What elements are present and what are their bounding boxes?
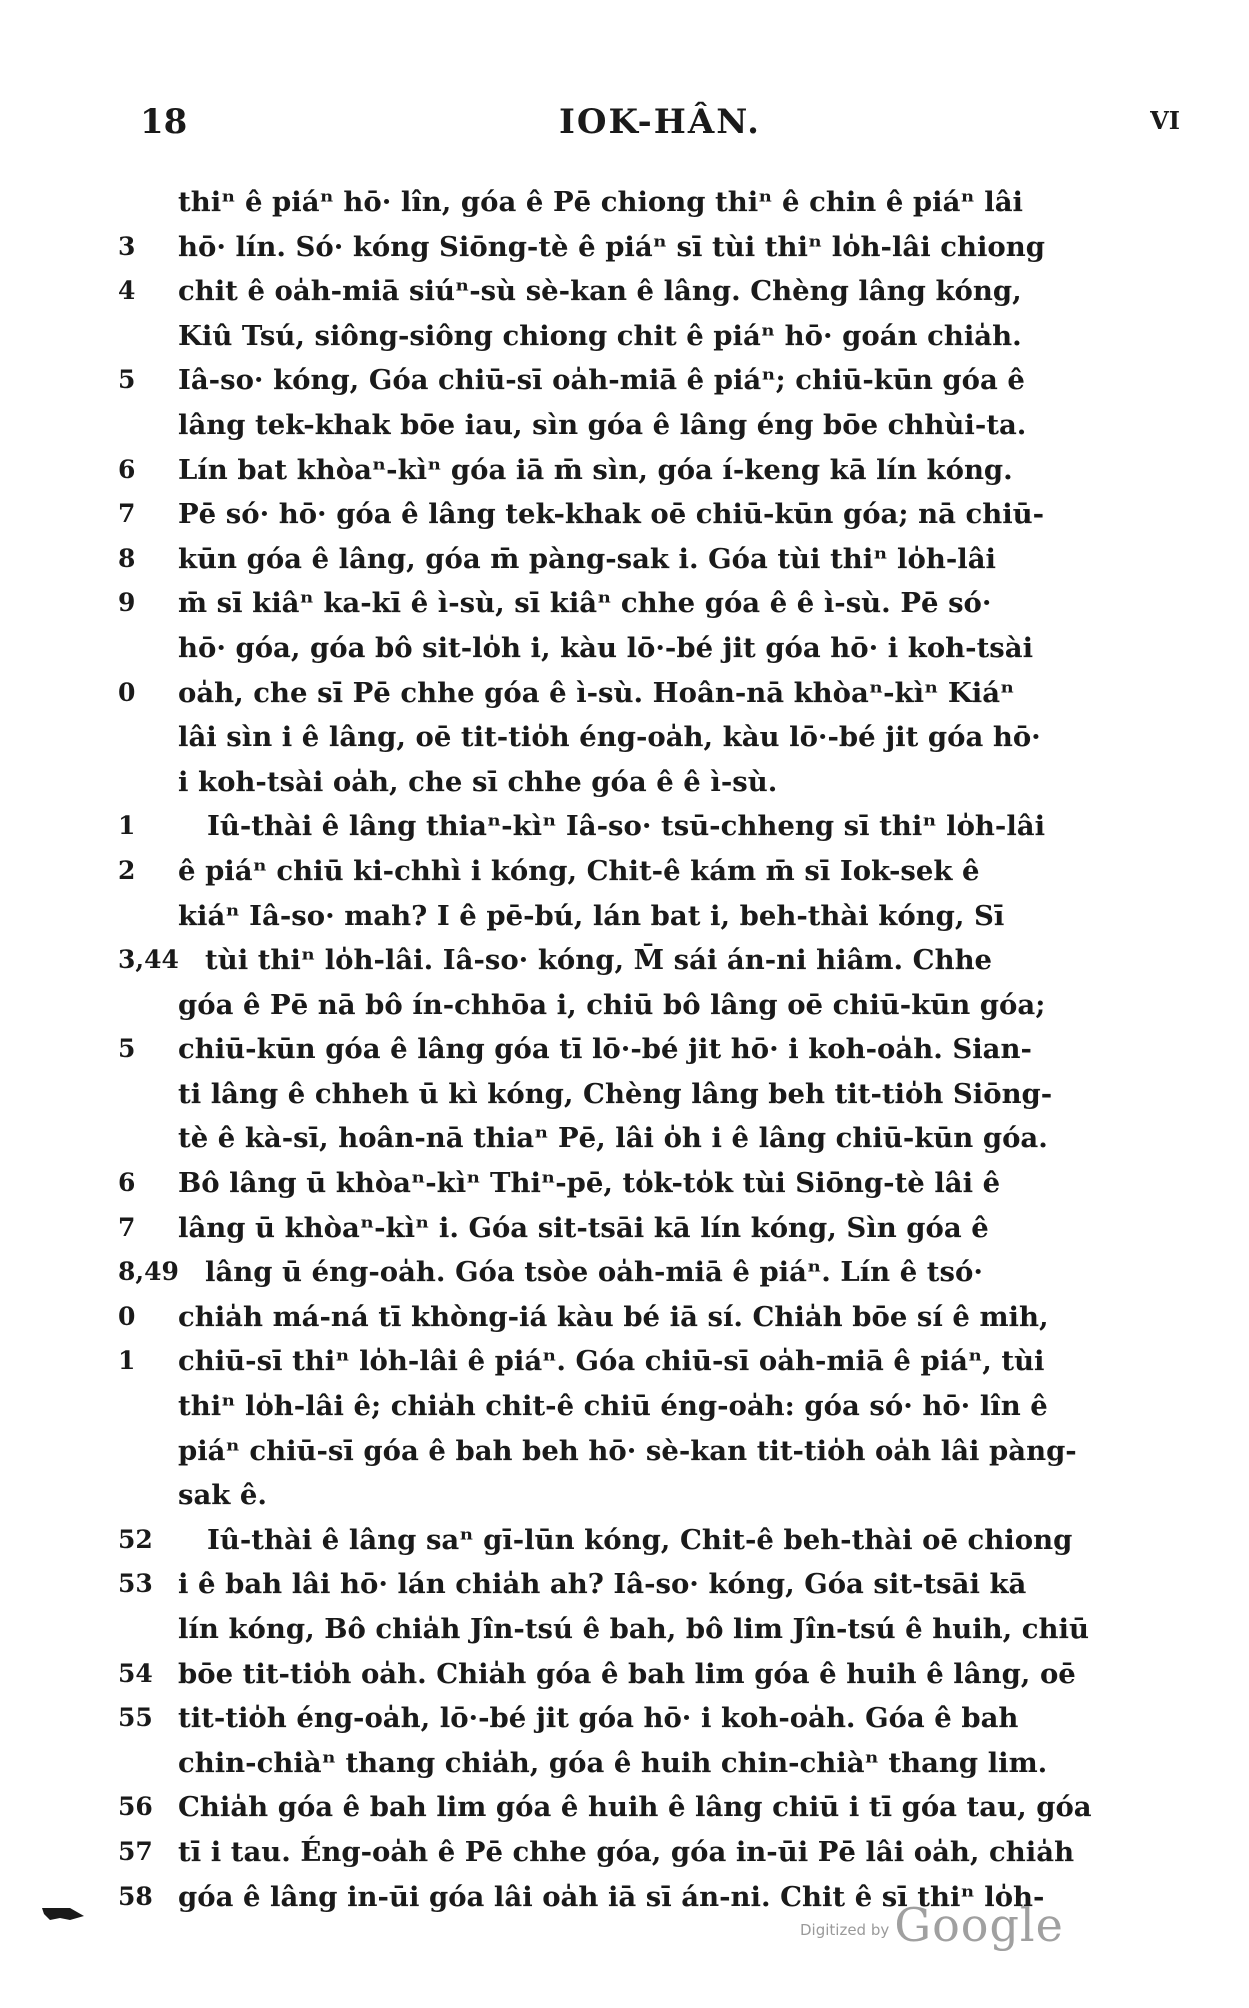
verse-number: 8	[118, 543, 136, 573]
text-line	[0, 314, 1249, 359]
line-text: thiⁿ ê piáⁿ hō· lîn, góa ê Pē chiong thiⁿ ê chin ê piáⁿ lâi	[178, 186, 1023, 218]
verse-number: 58	[118, 1881, 153, 1911]
text-line	[0, 269, 1249, 314]
text-line	[0, 894, 1249, 939]
line-text: tè ê kà-sī, hoân-nā thiaⁿ Pē, lâi o̍h i ê lâng chiū-kūn góa.	[178, 1122, 1048, 1155]
verse-number: 56	[118, 1792, 153, 1822]
text-line	[0, 760, 1249, 805]
verse-number: 7	[118, 1212, 136, 1242]
verse-number: 57	[118, 1836, 153, 1866]
verse-number: 5	[118, 365, 136, 395]
text-line	[0, 581, 1249, 626]
text-line	[0, 715, 1249, 760]
line-text: Bô lâng ū khòaⁿ-kìⁿ Thiⁿ-pē, to̍k-to̍k tùi Siōng-tè lâi ê	[178, 1167, 1001, 1200]
line-text: Kiû Tsú, siông-siông chiong chit ê piáⁿ hō· goán chia̍h.	[178, 319, 1022, 352]
text-line	[0, 1295, 1249, 1340]
line-text: ti lâng ê chheh ū kì kóng, Chèng lâng beh tit-tio̍h Siōng-	[178, 1077, 1053, 1110]
line-text: chit ê oa̍h-miā siúⁿ-sù sè-kan ê lâng. Chèng lâng kóng,	[178, 275, 1022, 308]
line-text: lâng ū éng-oa̍h. Góa tsòe oa̍h-miā ê piáⁿ. Lín ê tsó·	[205, 1256, 983, 1289]
text-line	[0, 1027, 1249, 1072]
verse-number: 53	[118, 1569, 153, 1599]
verse-number: 2	[118, 855, 136, 885]
line-text: Iû-thài ê lâng saⁿ gī-lūn kóng, Chit-ê beh-thài oē chiong	[207, 1523, 1073, 1556]
text-line	[0, 180, 1249, 225]
verse-number: 52	[118, 1524, 153, 1554]
text-line	[0, 1116, 1249, 1161]
verse-number: 0	[118, 677, 136, 707]
line-text: i koh-tsài oa̍h, che sī chhe góa ê ê ì-sù.	[178, 765, 778, 798]
line-text: chin-chiàⁿ thang chia̍h, góa ê huih chin-chiàⁿ thang lim.	[178, 1746, 1048, 1779]
line-text: chiū-kūn góa ê lâng góa tī lō·-bé jit hō· i koh-oa̍h. Sian-	[178, 1033, 1032, 1066]
text-line	[0, 448, 1249, 493]
verse-number: 55	[118, 1703, 153, 1733]
page-number: 18	[140, 102, 188, 142]
verse-number: 5	[118, 1034, 136, 1064]
line-text: Iû-thài ê lâng thiaⁿ-kìⁿ Iâ-so· tsū-chheng sī thiⁿ lo̍h-lâi	[207, 810, 1046, 843]
line-text: tī i tau. Éng-oa̍h ê Pē chhe góa, góa in-ūi Pē lâi oa̍h, chia̍h	[178, 1835, 1075, 1868]
digitized-watermark	[800, 1898, 1064, 1952]
verse-number: 1	[118, 811, 136, 841]
line-text: kūn góa ê lâng, góa m̄ pàng-sak i. Góa tùi thiⁿ lo̍h-lâi	[178, 542, 996, 575]
verse-number: 4	[118, 276, 136, 306]
text-line	[0, 1830, 1249, 1875]
line-text: thiⁿ lo̍h-lâi ê; chia̍h chit-ê chiū éng-oa̍h: góa só· hō· lîn ê	[178, 1390, 1048, 1423]
text-line	[0, 1161, 1249, 1206]
text-line	[0, 1250, 1249, 1295]
text-line	[0, 1607, 1249, 1652]
text-line	[0, 1072, 1249, 1117]
line-text: lâi sìn i ê lâng, oē tit-tio̍h éng-oa̍h, kàu lō·-bé jit góa hō·	[178, 721, 1041, 754]
text-line	[0, 492, 1249, 537]
text-line	[0, 849, 1249, 894]
text-line	[0, 626, 1249, 671]
verse-number: 54	[118, 1658, 153, 1688]
line-text: lín kóng, Bô chia̍h Jîn-tsú ê bah, bô lim Jîn-tsú ê huih, chiū	[178, 1613, 1089, 1645]
chapter-number: VI	[1150, 106, 1180, 135]
verse-number: 6	[118, 1168, 136, 1198]
text-line	[0, 1785, 1249, 1830]
line-text: chia̍h má-ná tī khòng-iá kàu bé iā sí. Chia̍h bōe sí ê mih,	[178, 1300, 1049, 1333]
verse-number: 7	[118, 499, 136, 529]
line-text: bōe tit-tio̍h oa̍h. Chia̍h góa ê bah lim góa ê huih ê lâng, oē	[178, 1657, 1076, 1690]
text-line	[0, 1696, 1249, 1741]
google-logo: Google	[894, 1898, 1064, 1952]
text-line	[0, 983, 1249, 1028]
line-text: góa ê lâng in-ūi góa lâi oa̍h iā sī án-ni. Chit ê sī thiⁿ lo̍h-	[178, 1880, 1045, 1913]
line-text: góa ê Pē nā bô ín-chhōa i, chiū bô lâng oē chiū-kūn góa;	[178, 988, 1046, 1021]
line-text: ê piáⁿ chiū ki-chhì i kóng, Chit-ê kám m̄ sī Iok-sek ê	[178, 854, 980, 887]
text-line	[0, 537, 1249, 582]
line-text: hō· lín. Só· kóng Siōng-tè ê piáⁿ sī tùi thiⁿ lo̍h-lâi chiong	[178, 230, 1045, 263]
line-text: hō· góa, góa bô sit-lo̍h i, kàu lō·-bé jit góa hō· i koh-tsài	[178, 631, 1034, 664]
line-text: lâng tek-khak bōe iau, sìn góa ê lâng éng bōe chhùi-ta.	[178, 408, 1027, 441]
text-line	[0, 1429, 1249, 1474]
verse-number: 8,49	[118, 1257, 179, 1287]
line-text: tit-tio̍h éng-oa̍h, lō·-bé jit góa hō· i koh-oa̍h. Góa ê bah	[178, 1702, 1019, 1735]
line-text: tùi thiⁿ lo̍h-lâi. Iâ-so· kóng, M̄ sái án-ni hiâm. Chhe	[205, 944, 993, 977]
pointing-hand-icon	[40, 1900, 86, 1924]
line-text: i ê bah lâi hō· lán chia̍h ah? Iâ-so· kóng, Góa sit-tsāi kā	[178, 1568, 1027, 1601]
line-text: piáⁿ chiū-sī góa ê bah beh hō· sè-kan tit-tio̍h oa̍h lâi pàng-	[178, 1434, 1077, 1467]
line-text: sak ê.	[178, 1479, 267, 1512]
verse-number: 6	[118, 454, 136, 484]
text-line	[0, 225, 1249, 270]
text-line	[0, 1518, 1249, 1563]
line-text: m̄ sī kiâⁿ ka-kī ê ì-sù, sī kiâⁿ chhe góa ê ê ì-sù. Pē só·	[178, 587, 992, 620]
line-text: Pē só· hō· góa ê lâng tek-khak oē chiū-kūn góa; nā chiū-	[178, 498, 1045, 531]
text-line	[0, 1562, 1249, 1607]
verse-number: 1	[118, 1346, 136, 1376]
text-line	[0, 1384, 1249, 1429]
text-line	[0, 938, 1249, 983]
text-body	[0, 180, 1249, 1919]
line-text: lâng ū khòaⁿ-kìⁿ i. Góa sit-tsāi kā lín kóng, Sìn góa ê	[178, 1211, 989, 1244]
text-line	[0, 804, 1249, 849]
verse-number: 3,44	[118, 945, 179, 975]
verse-number: 0	[118, 1301, 136, 1331]
line-text: Lín bat khòaⁿ-kìⁿ góa iā m̄ sìn, góa í-keng kā lín kóng.	[178, 453, 1013, 486]
line-text: Iâ-so· kóng, Góa chiū-sī oa̍h-miā ê piáⁿ; chiū-kūn góa ê	[178, 364, 1025, 397]
verse-number: 3	[118, 231, 136, 261]
running-header	[140, 102, 1180, 142]
verse-number: 9	[118, 588, 136, 618]
book-title: IOK-HÂN.	[559, 102, 761, 142]
text-line	[0, 403, 1249, 448]
line-text: oa̍h, che sī Pē chhe góa ê ì-sù. Hoân-nā khòaⁿ-kìⁿ Kiáⁿ	[178, 676, 1015, 709]
line-text: chiū-sī thiⁿ lo̍h-lâi ê piáⁿ. Góa chiū-sī oa̍h-miā ê piáⁿ, tùi	[178, 1345, 1045, 1378]
text-line	[0, 1741, 1249, 1786]
text-line	[0, 358, 1249, 403]
line-text: Chia̍h góa ê bah lim góa ê huih ê lâng chiū i tī góa tau, góa	[178, 1791, 1092, 1824]
text-line	[0, 1339, 1249, 1384]
text-line	[0, 1473, 1249, 1518]
digitized-label: Digitized by	[800, 1921, 890, 1939]
text-line	[0, 1206, 1249, 1251]
text-line	[0, 671, 1249, 716]
text-line	[0, 1652, 1249, 1697]
line-text: kiáⁿ Iâ-so· mah? I ê pē-bú, lán bat i, beh-thài kóng, Sī	[178, 899, 1005, 932]
